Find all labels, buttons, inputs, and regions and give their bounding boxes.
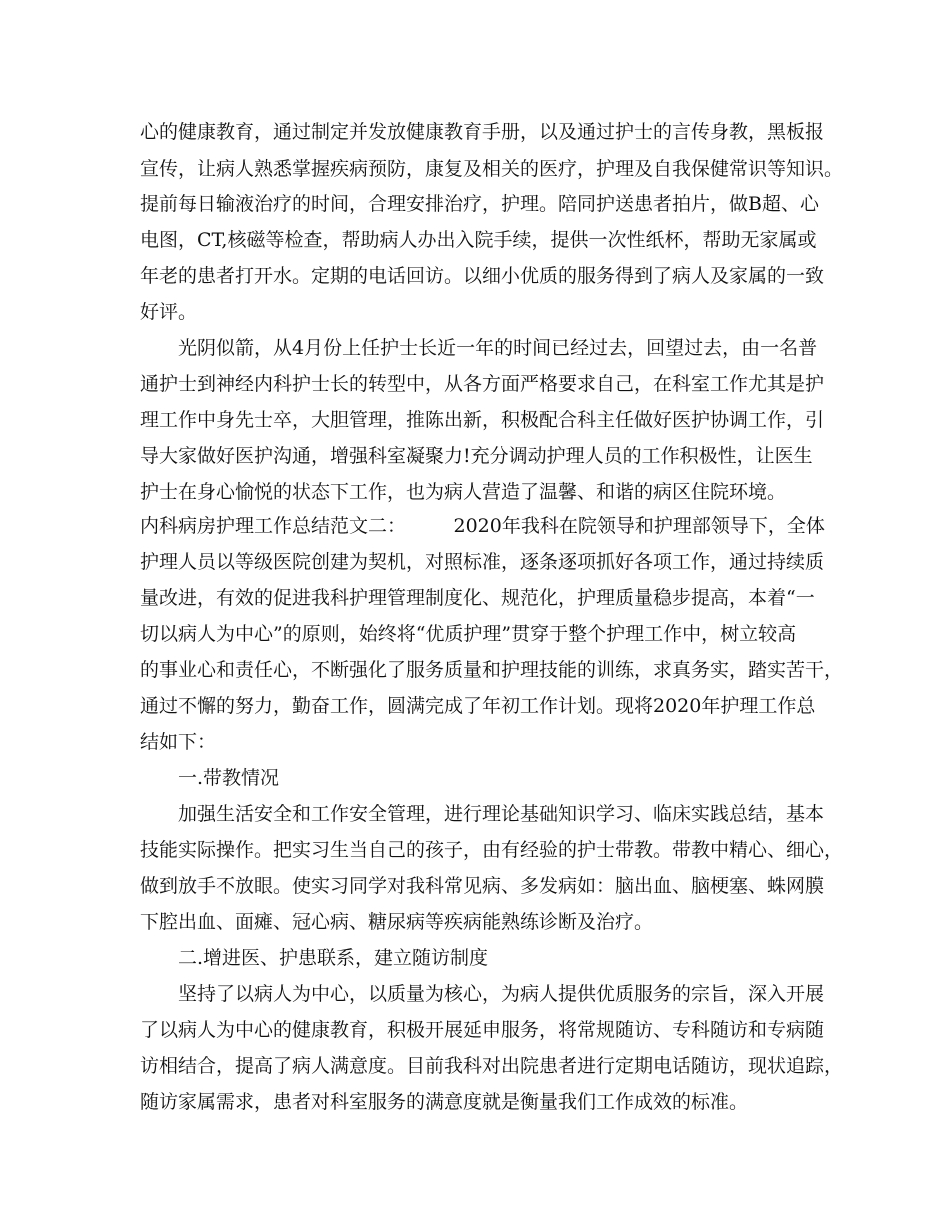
text-line: 结如下： <box>140 731 217 753</box>
text-line: 提前每日输液治疗的时间，合理安排治疗，护理。陪同护送患者拍片，做B超、心 <box>140 193 819 215</box>
text-line: 通过不懈的努力，勤奋工作，圆满完成了年初工作计划。现将2020年护理工作总 <box>140 695 816 717</box>
text-line: 做到放手不放眼。使实习同学对我科常见病、多发病如：脑出血、脑梗塞、蛛网膜 <box>140 875 825 897</box>
text-line: 护士在身心愉悦的状态下工作，也为病人营造了温馨、和谐的病区住院环境。 <box>140 481 787 503</box>
section-heading-1: 一.带教情况 <box>178 767 280 789</box>
paragraph-first-line: 坚持了以病人为中心，以质量为核心，为病人提供优质服务的宗旨，深入开展 <box>178 983 825 1005</box>
text-line: 心的健康教育，通过制定并发放健康教育手册，以及通过护士的言传身教，黑板报 <box>140 121 825 143</box>
text-line: 好评。 <box>140 301 198 323</box>
text-line: 切以病人为中心”的原则，始终将“优质护理”贯穿于整个护理工作中，树立较高 <box>140 623 797 645</box>
text-line: 访相结合，提高了病人满意度。目前我科对出院患者进行定期电话随访，现状追踪， <box>140 1055 844 1077</box>
text-line: 理工作中身先士卒，大胆管理，推陈出新，积极配合科主任做好医护协调工作，引 <box>140 409 825 431</box>
text-line: 电图，CT,核磁等检查，帮助病人办出入院手续，提供一次性纸杯，帮助无家属或 <box>140 229 817 251</box>
text-line: 宣传，让病人熟悉掌握疾病预防，康复及相关的医疗，护理及自我保健常识等知识。 <box>140 158 844 180</box>
paragraph-first-line: 光阴似箭，从4月份上任护士长近一年的时间已经过去，回望过去，由一名普 <box>178 337 818 359</box>
text-line: 技能实际操作。把实习生当自己的孩子，由有经验的护士带教。带教中精心、细心， <box>140 839 844 861</box>
text-line: 导大家做好医护沟通，增强科室凝聚力!充分调动护理人员的工作积极性，让医生 <box>140 445 813 467</box>
text-line: 通护士到神经内科护士长的转型中，从各方面严格要求自己，在科室工作尤其是护 <box>140 373 825 395</box>
text-line: 下腔出血、面瘫、冠心病、糖尿病等疾病能熟练诊断及治疗。 <box>140 911 654 933</box>
text-line: 的事业心和责任心，不断强化了服务质量和护理技能的训练，求真务实，踏实苦干， <box>140 659 844 681</box>
paragraph-first-line: 加强生活安全和工作安全管理，进行理论基础知识学习、临床实践总结，基本 <box>178 803 825 825</box>
text-line: 随访家属需求，患者对科室服务的满意度就是衡量我们工作成效的标准。 <box>140 1091 749 1113</box>
text-line: 年老的患者打开水。定期的电话回访。以细小优质的服务得到了病人及家属的一致 <box>140 265 825 287</box>
text-line: 了以病人为中心的健康教育，积极开展延申服务，将常规随访、专科随访和专病随 <box>140 1019 825 1041</box>
section-heading-2: 二.增进医、护患联系，建立随访制度 <box>178 947 489 969</box>
text-line: 量改进，有效的促进我科护理管理制度化、规范化，护理质量稳步提高，本着“一 <box>140 587 815 609</box>
text-line: 护理人员以等级医院创建为契机，对照标准，逐条逐项抓好各项工作，通过持续质 <box>140 551 825 573</box>
section-title-line: 内科病房护理工作总结范文二： 2020年我科在院领导和护理部领导下，全体 <box>140 515 825 537</box>
